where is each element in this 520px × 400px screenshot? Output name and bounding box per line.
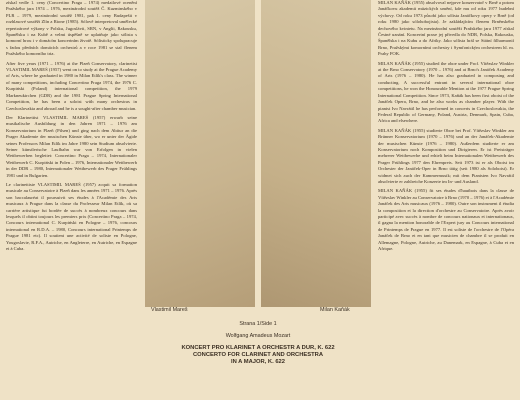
biography-paragraph: MILAN KAŇÁK (1955) studierte Oboe bei Prof. Vítězslav Winkler am Brünner Konservatorium (1970 – 1976) und an der Janáček-Akademie der musischen Künste (1976 – 1980). Außerdem studierte er am Konservatorium noch Komposition und Dirigieren. Er ist Preisträger mehrerer Wettbewerbe und erhielt beim Internationalen Wettbewerb des Prager Frühlings 1977 den Ehrenpreis. Seit 1973 ist er als Oboist im Orchester der Janáček-Oper in Brno tätig (seit 1980 als Soloboist). Er widmet sich auch der Kammermusik; mit dem Pianisten Ivo Navrátil absolvierte er zahlreiche Konzerte im In- und Ausland. — [378, 127, 514, 184]
biography-paragraph: Le clarinettiste VLASTIMIL MAREŠ (1957) acquit sa formation musicale au Conservatoire à Plzeň dans les années 1971 – 1976. Après son baccalauréat il poursuivit ses études à l'Académie des Arts musicaux à Prague dans la classe du Professeur Milan Etlík, où sa carrière artistique fut bordée de succès à nombreux concours dans lesquels il obtint toujours les premiers prix (Concertino Praga – 1974, Concours international C. Kurpiński en Pologne – 1976, concours international en R.D.A. – 1980, Concours international Printemps de Prague 1981 etc). Il soutient une activité de soliste en Pologne, Yougoslavie, R.F.A., Autriche, en Angleterre, en Autriche, en Espagne et à Cuba. — [6, 181, 137, 252]
side-one — [145, 321, 371, 366]
photo-row — [145, 0, 371, 292]
right-text-column — [378, 0, 514, 255]
biography-paragraph: MILAN KAŇÁK (1955) studied the oboe under Prof. Vítězslav Winkler at the Brno Conservatory (1970 – 1976) and at Brno's Janáček Academy of Arts (1976 – 1980). He has also graduated in composing and conducting. A successful entrant in several international oboe competitions, he won the Honourable Mention at the 1977 Prague Spring International Competition. Since 1973, Kaňák has been first oboist of the Janáček Opera, Brno, and he also works as chamber player. With the pianist Ivo Navrátil he has performed in concerts in Czechoslovakia, the Federal Republic of Germany, Poland, Austria, Denmark, Spain, Cuba, Africa and elsewhere. — [378, 60, 514, 124]
composer-mozart: Wolfgang Amadeus Mozart — [225, 333, 291, 339]
photo-caption-left: Vlastimil Mareš — [151, 307, 188, 313]
biography-paragraph: MILAN KAŇÁK (1955) absolvoval nejprve konzervatoř v Brně a potom Janáčkovu akademii múzických umění, kde mu od roku 1977 hudební výchovy. Od roku 1973 působí jako sólista Janáčkovy opery v Brně (od roku 1980 jako sólohobojista). Je zakládajícím členem Brněnského dechového kvintetu. Na mezinárodní soutěži Pražského jara 1977 získal Čestné uznání. Koncertní praxe jej přivedla do NDR, Polska, Rakouska, Španělska i na Kubu a do Afriky. Jako sólista hrál se Státní filharmonií Brno, Pražskými komorními orchestry i Symfonickým orchestrem hl. m. Prahy FOK. — [378, 0, 514, 57]
biography-paragraph: Der Klarinettist VLASTIMIL MAREŠ (1957) erwarb seine musikalische Ausbildung in den Jahren 1971 – 1976 am Konservatorium in Plzeň (Pilsen) und ging nach dem Abitur an die Prager Akademie der musischen Künste über, wo er unter der Ägide seines Professors Milan Etlík im Jahre 1980 sein Studium absolvierte. Seiner künstlerische Laufbahn war von Erfolgen in vielen Wettbewerben begleitet: Concertino Praga – 1974, Internationaler Wettbewerb C. Kurpiński in Polen – 1976, Internationaler Wettbewerb in der DDR – 1980, Internationaler Wettbewerb des Prager Frühlings 1981 und in Bulgarien. — [6, 114, 137, 178]
oboist-photo — [261, 0, 371, 307]
work-title-mozart: KONCERT PRO KLARINET A ORCHESTR A DUR, K. 622 CONCERTO FOR CLARINET AND ORCHESTRA IN A MAJOR, K. 622 — [181, 345, 335, 365]
center-column — [145, 0, 371, 365]
left-text-column — [6, 0, 137, 255]
biography-paragraph: After five years (1971 – 1976) at the Plzeň Conservatory, clarinetist VLASTIMIL MAREŠ (1957) went on to study at the Prague Academy of Arts, where he graduated in 1980 in Milan Etlík's class. The winner of many competitions, including Concertino Praga 1974, the 1976 C. Kurpiński (Poland) international competition, the 1979 Markneukirchen (GDR) and the 1981 Prague Spring International Competition, he has been a soloist with many orchestras in Czechoslovakia and abroad and he is a sought-after chamber musician. — [6, 60, 137, 111]
photo-caption-right: Milan Kaňák — [320, 307, 350, 313]
clarinetist-photo — [145, 0, 255, 307]
biography-paragraph: získal vedle 1. ceny (Concertino Praga – 1974) medailové ocenění Pražského jara 1974 – 1976, mezinárodní soutěž Č. Kuzminského v PLR – 1979, mezinárodní soutěž 1981, pak 1. ceny Budapešti v rozhlasové soutěži Zlín a Rione (1985). Sólově interpretoval umělecké repertoárové výkony v Polsku, Jugoslávii, SRN, v Anglii, Rakousku, Španělsku i na Kubě a velmi úspěšně se uplatňuje jako sólista s komorní hrou i v domácím koncertním životě. Sólisticky spolupracuje s řadou předních domácích orchestrů a v roce 1981 se stal členem Pražského komorního tria. — [6, 0, 137, 57]
side-one-label: Strana 1/Side 1 — [239, 321, 277, 327]
biography-paragraph: MILAN KAŇÁK (1955) fit ses études d'hautbois dans la classe de Vítězslav Winkler au Conservatoire à Brno (1970 – 1976) et à l'Académie Janáček des Arts musicaux (1976 – 1980). Outre son instrument il étudia la composition et la direction d'orchestre au Conservatoire. Après avoir participé avec succès à nombre de concours nationaux et internationaux, il gagna la mention honorable de l'Expert jury au Concours international de Printemps de Prague en 1977. Il est soliste de l'orchestre de l'Opéra Janáček de Brno et en tant que musicien de chambre il se produit en Allemagne, Pologne, Autriche, au Danemark, en Espagne, à Cuba et en Afrique. — [378, 188, 514, 252]
